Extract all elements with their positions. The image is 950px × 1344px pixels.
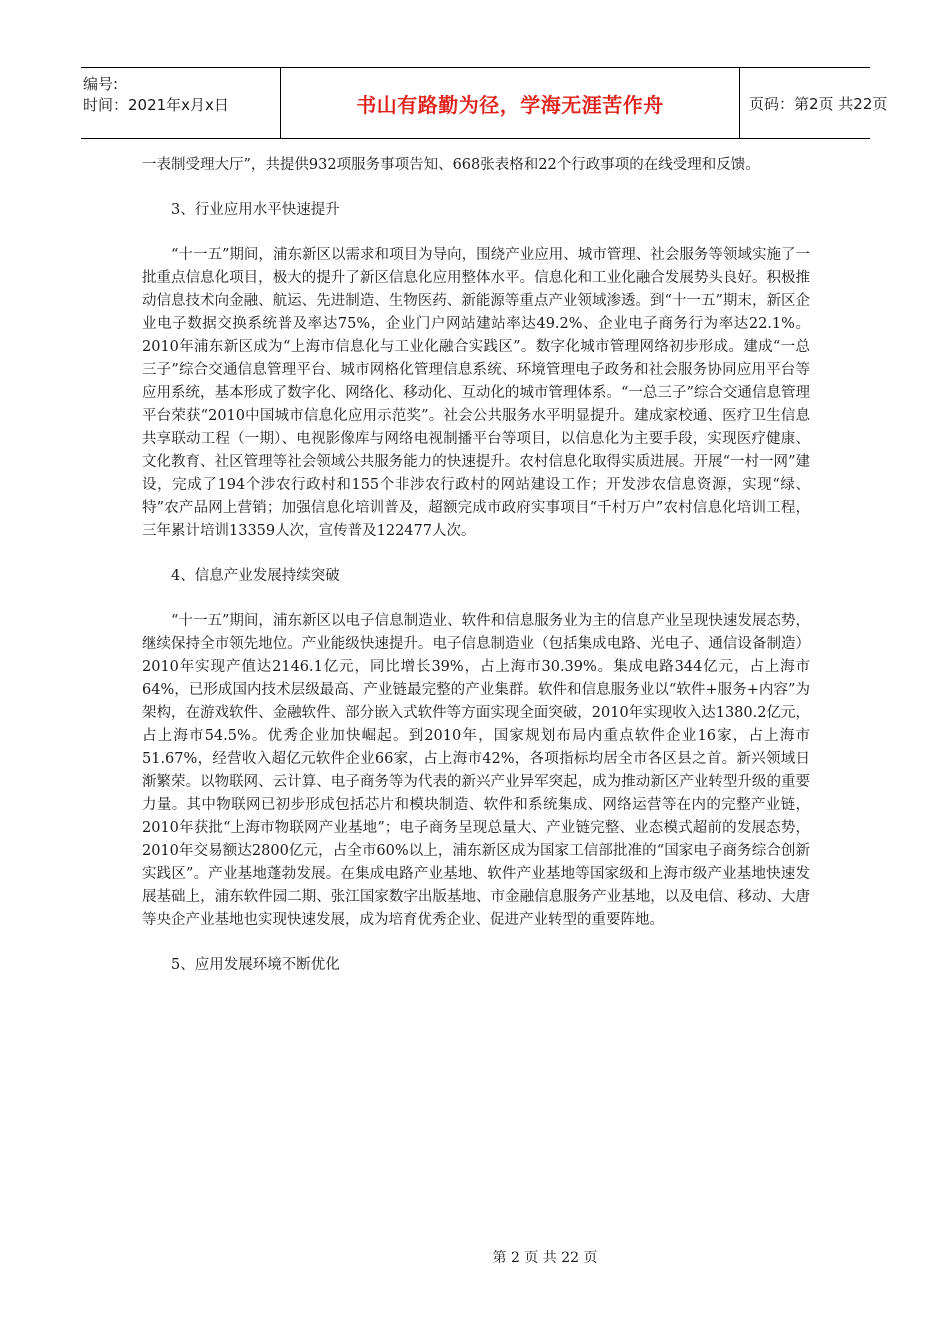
footer-page-number: 第 2 页 共 22 页 (492, 1250, 598, 1266)
section-heading-4: 4、信息产业发展持续突破 (171, 568, 340, 584)
header-motto: 书山有路勤为径，学海无涯苦作舟 (356, 92, 664, 117)
header-page-info: 页码：第2页 共22页 (749, 94, 888, 113)
document-date-label: 时间：2021年x月x日 (83, 96, 229, 114)
header-motto-cell (281, 68, 740, 138)
document-body (142, 154, 810, 977)
paragraph-continued: 一表制受理大厅”，共提供932项服务事项告知、668张表格和22个行政事项的在线受理和反馈。 (142, 157, 760, 173)
paragraph-industry-application: “十一五”期间，浦东新区以需求和项目为导向，围绕产业应用、城市管理、社会服务等领域实施了一批重点信息化项目，极大的提升了新区信息化应用整体水平。信息化和工业化融合发展势头良好。积极推动信息技术向金融、航运、先进制造、生物医药、新能源等重点产业领域渗透。到“十一五”期末，新区企业电子数据交换系统普及率达75%，企业门户网站建站率达49.2%、企业电子商务行为率达22.1%。2010年浦东新区成为“上海市信息化与工业化融合实践区”。数字化城市管理网络初步形成。建成“一总三子”综合交通信息管理平台、城市网格化管理信息系统、环境管理电子政务和社会服务协同应用平台等应用系统，基本形成了数字化、网络化、移动化、互动化的城市管理体系。“一总三子”综合交通信息管理平台荣获“2010中国城市信息化应用示范奖”。社会公共服务水平明显提升。建成家校通、医疗卫生信息共享联动工程（一期）、电视影像库与网络电视制播平台等项目，以信息化为主要手段，实现医疗健康、文化教育、社区管理等社会领域公共服务能力的快速提升。农村信息化取得实质进展。开展“一村一网”建设，完成了194个涉农行政村和155个非涉农行政村的网站建设工作；开发涉农信息资源，实现“绿、特”农产品网上营销；加强信息化培训普及，超额完成市政府实事项目“千村万户”农村信息化培训工程，三年累计培训13359人次，宣传普及122477人次。 (142, 247, 810, 539)
header-meta (81, 68, 281, 138)
document-number-label: 编号: (83, 75, 119, 93)
page-header (81, 67, 888, 139)
paragraph-information-industry: “十一五”期间，浦东新区以电子信息制造业、软件和信息服务业为主的信息产业呈现快速发展态势，继续保持全市领先地位。产业能级快速提升。电子信息制造业（包括集成电路、光电子、通信设备制造）2010年实现产值达2146.1亿元，同比增长39%，占上海市30.39%。集成电路344亿元，占上海市64%，已形成国内技术层级最高、产业链最完整的产业集群。软件和信息服务业以“软件+服务+内容”为架构，在游戏软件、金融软件、部分嵌入式软件等方面实现全面突破，2010年实现收入达1380.2亿元，占上海市54.5%。优秀企业加快崛起。到2010年，国家规划布局内重点软件企业16家，占上海市51.67%，经营收入超亿元软件企业66家，占上海市42%，各项指标均居全市各区县之首。新兴领域日渐繁荣。以物联网、云计算、电子商务等为代表的新兴产业异军突起，成为推动新区产业转型升级的重要力量。其中物联网已初步形成包括芯片和模块制造、软件和系统集成、网络运营等在内的完整产业链，2010年获批“上海市物联网产业基地”；电子商务呈现总量大、产业链完整、业态模式超前的发展态势，2010年交易额达2800亿元，占全市60%以上，浦东新区成为国家工信部批准的“国家电子商务综合创新实践区”。产业基地蓬勃发展。在集成电路产业基地、软件产业基地等国家级和上海市级产业基地快速发展基础上，浦东软件园二期、张江国家数字出版基地、市金融信息服务产业基地，以及电信、移动、大唐等央企产业基地也实现快速发展，成为培育优秀企业、促进产业转型的重要阵地。 (142, 613, 810, 928)
section-heading-3: 3、行业应用水平快速提升 (171, 202, 340, 218)
section-heading-5: 5、应用发展环境不断优化 (171, 957, 340, 973)
page-footer (0, 1247, 950, 1267)
